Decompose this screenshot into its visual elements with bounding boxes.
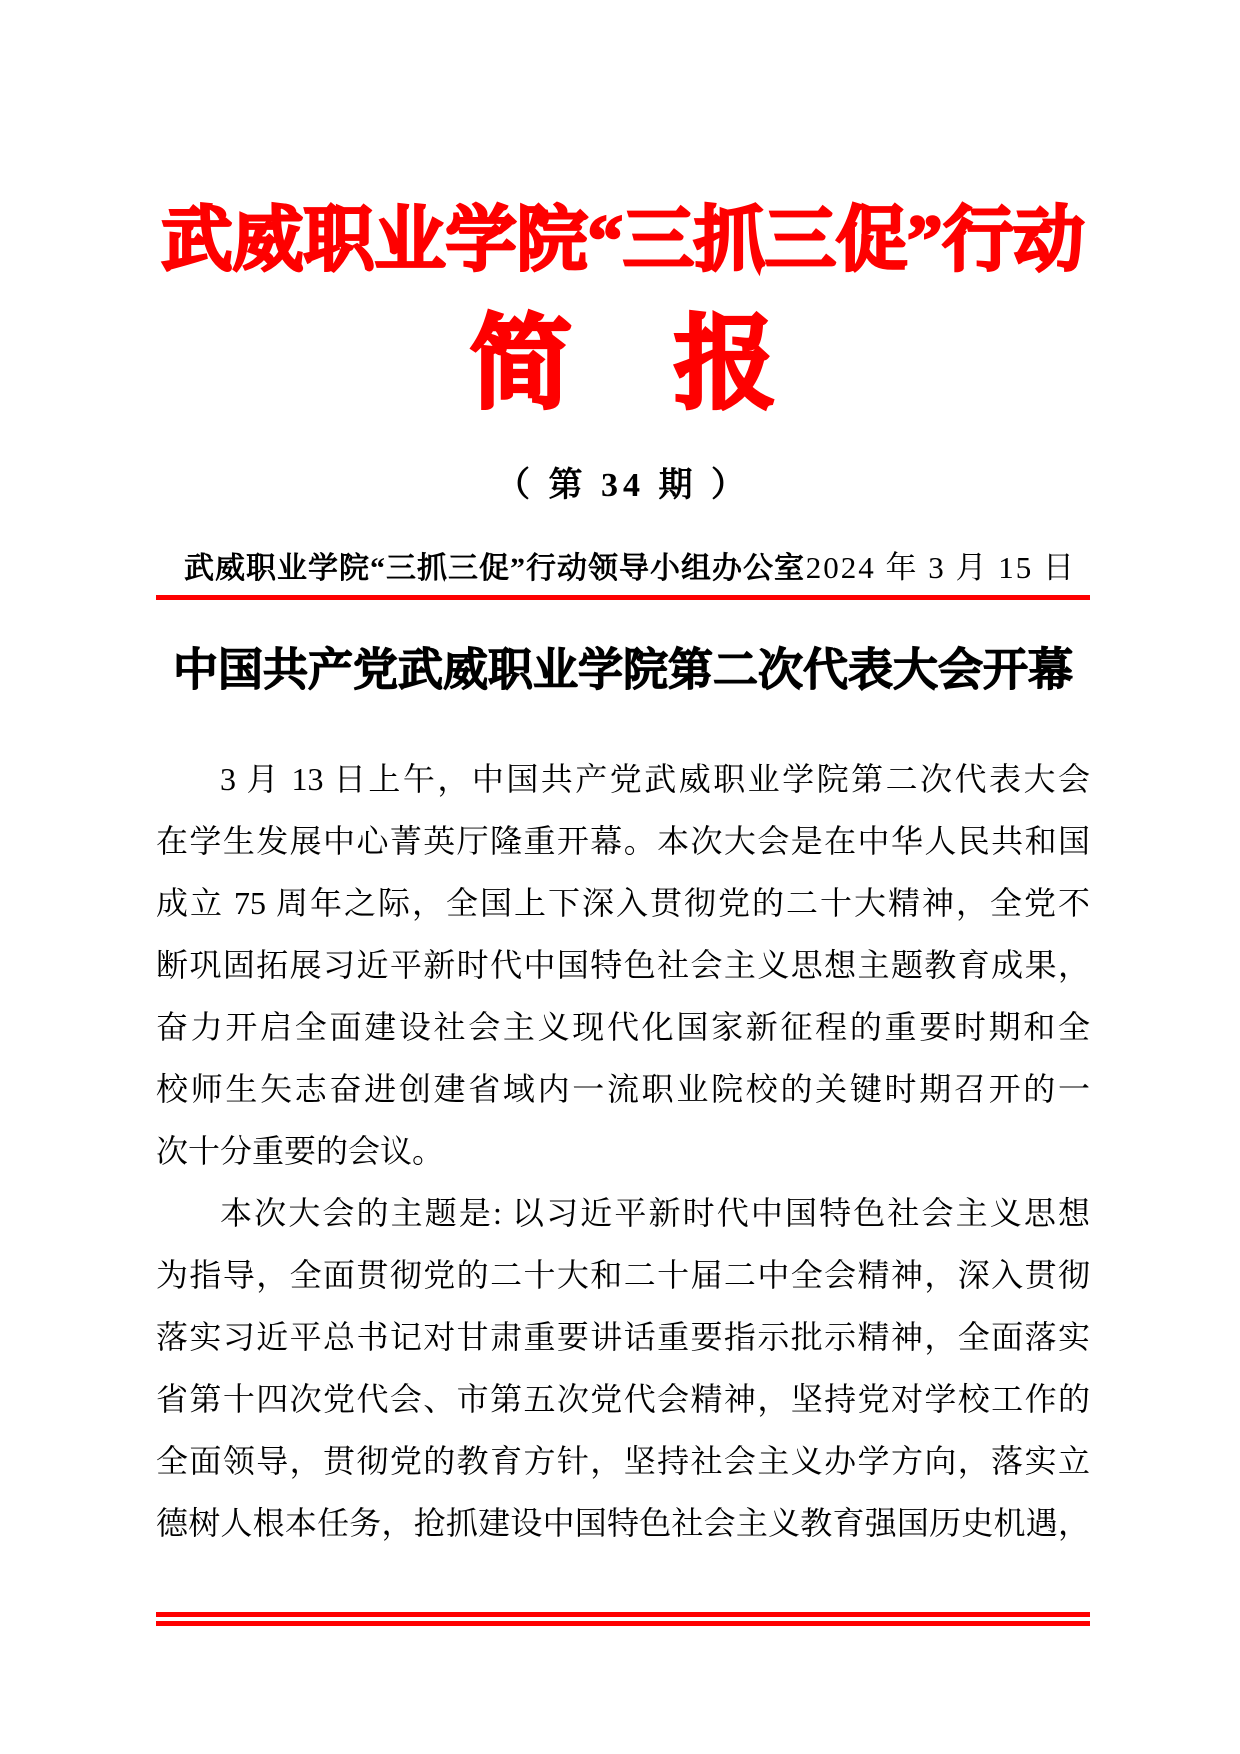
body-line: 为指导，全面贯彻党的二十大和二十届二中全会精神，深入贯彻: [156, 1257, 1090, 1294]
body-line: 省第十四次党代会、市第五次党代会精神，坚持党对学校工作的: [156, 1381, 1090, 1418]
article-headline: 中国共产党武威职业学院第二次代表大会开幕: [172, 644, 1073, 695]
footer-rule-top: [156, 1612, 1090, 1617]
body-line: 校师生矢志奋进创建省域内一流职业院校的关键时期召开的一: [156, 1071, 1090, 1108]
body-line: 3 月 13 日上午，中国共产党武威职业学院第二次代表大会: [220, 761, 1090, 798]
body-line: 在学生发展中心菁英厅隆重开幕。本次大会是在中华人民共和国: [156, 823, 1090, 860]
banner-char-left: 简: [470, 308, 572, 422]
page-content: [156, 0, 1090, 1554]
masthead-title: 武威职业学院“三抓三促”行动: [161, 202, 1085, 280]
body-line: 落实习近平总书记对甘肃重要讲话重要指示批示精神，全面落实: [156, 1319, 1090, 1356]
page-footer-double-rule: [156, 1612, 1090, 1626]
body-line: 成立 75 周年之际，全国上下深入贯彻党的二十大精神，全党不: [156, 885, 1090, 922]
masthead-divider-rule: [156, 595, 1090, 600]
body-line: 全面领导，贯彻党的教育方针，坚持社会主义办学方向，落实立: [156, 1443, 1090, 1480]
footer-rule-bottom: [156, 1621, 1090, 1626]
issue-number: （ 第 34 期 ）: [496, 466, 750, 504]
masthead-banner: [156, 308, 1090, 422]
issuing-office: 武威职业学院“三抓三促”行动领导小组办公室: [184, 551, 805, 585]
banner-char-right: 报: [674, 308, 776, 422]
body-line: 本次大会的主题是: 以习近平新时代中国特色社会主义思想: [220, 1195, 1090, 1232]
body-line: 奋力开启全面建设社会主义现代化国家新征程的重要时期和全: [156, 1009, 1090, 1046]
issue-date: 2024 年 3 月 15 日: [805, 549, 1076, 585]
article-body: [156, 748, 1090, 1554]
body-line: 德树人根本任务，抢抓建设中国特色社会主义教育强国历史机遇，: [156, 1505, 1090, 1542]
body-line: 断巩固拓展习近平新时代中国特色社会主义思想主题教育成果，: [156, 947, 1090, 984]
body-line: 次十分重要的会议。: [156, 1133, 445, 1170]
office-date-row: [156, 542, 1090, 587]
